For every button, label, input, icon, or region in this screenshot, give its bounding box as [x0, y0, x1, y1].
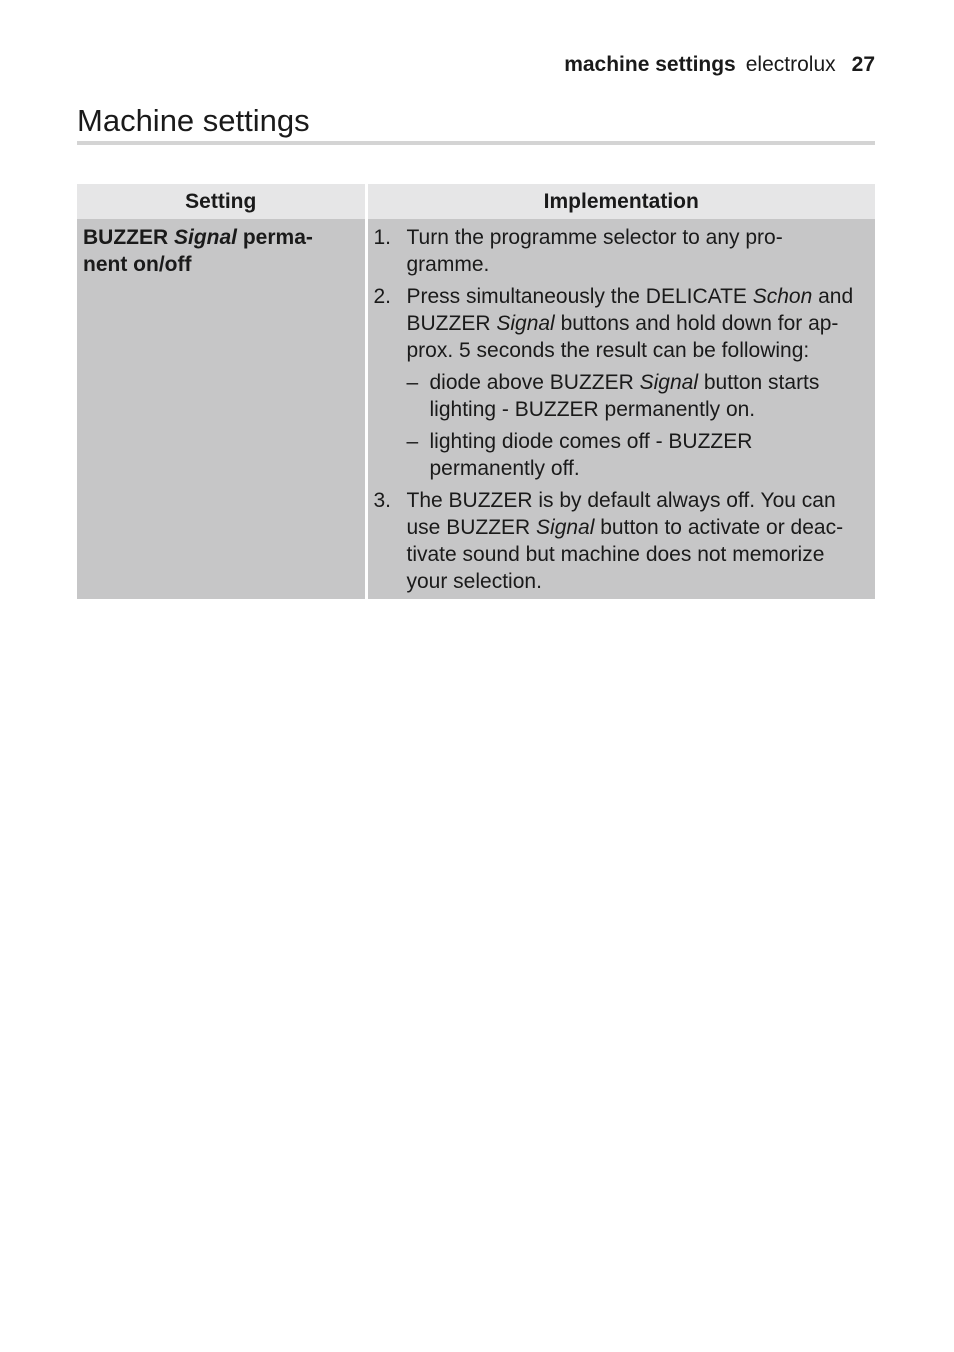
step-2-results: [407, 369, 868, 482]
implementation-steps: [374, 224, 868, 595]
step-text: use BUZZER: [406, 516, 537, 539]
header-section-name: machine settings: [564, 53, 736, 76]
result-text: permanently off.: [429, 457, 580, 480]
implementation-cell: [366, 219, 875, 599]
step-number: 1.: [373, 226, 392, 249]
setting-name-part: BUZZER: [83, 226, 174, 249]
step-text: and: [812, 285, 854, 308]
step-text: button to activate or deac-: [594, 516, 844, 539]
step-text: your selection.: [406, 570, 542, 593]
step-text-italic: Signal: [496, 312, 555, 335]
running-header: [564, 52, 875, 78]
step-2: [374, 283, 868, 482]
step-text-italic: Schon: [752, 285, 813, 308]
settings-table: [77, 184, 875, 599]
step-text-italic: Signal: [536, 516, 595, 539]
setting-cell: [77, 219, 366, 599]
step-text: prox. 5 seconds the result can be following:: [406, 339, 810, 362]
step-text: buttons and hold down for ap-: [554, 312, 839, 335]
step-number: 3.: [373, 489, 392, 512]
step-text: gramme.: [406, 253, 490, 276]
result-item: [407, 428, 868, 482]
column-header-setting: Setting: [77, 184, 366, 219]
page-title: Machine settings: [77, 103, 310, 138]
header-brand: electrolux: [745, 53, 836, 76]
step-3: [374, 487, 868, 595]
setting-name-part: perma-: [237, 226, 313, 249]
step-text: tivate sound but machine does not memorize: [406, 543, 825, 566]
column-header-implementation: Implementation: [366, 184, 875, 219]
step-text: The BUZZER is by default always off. You can: [406, 489, 836, 512]
result-text: lighting diode comes off - BUZZER: [429, 430, 753, 453]
table-row: [77, 219, 875, 599]
step-text: Press simultaneously the DELICATE: [406, 285, 753, 308]
dash-bullet: –: [406, 430, 419, 453]
setting-name-line2: nent on/off: [83, 253, 192, 276]
title-divider: [77, 141, 875, 145]
step-text: Turn the programme selector to any pro-: [406, 226, 783, 249]
setting-name-italic: Signal: [174, 226, 238, 249]
page-number: 27: [851, 53, 875, 76]
result-item: [407, 369, 868, 423]
table-header-row: [77, 184, 875, 219]
step-text: BUZZER: [406, 312, 497, 335]
step-number: 2.: [373, 285, 392, 308]
result-text: diode above BUZZER: [429, 371, 640, 394]
result-text: button starts: [698, 371, 820, 394]
step-1: [374, 224, 868, 278]
result-text-italic: Signal: [639, 371, 698, 394]
dash-bullet: –: [406, 371, 419, 394]
result-text: lighting - BUZZER permanently on.: [429, 398, 756, 421]
